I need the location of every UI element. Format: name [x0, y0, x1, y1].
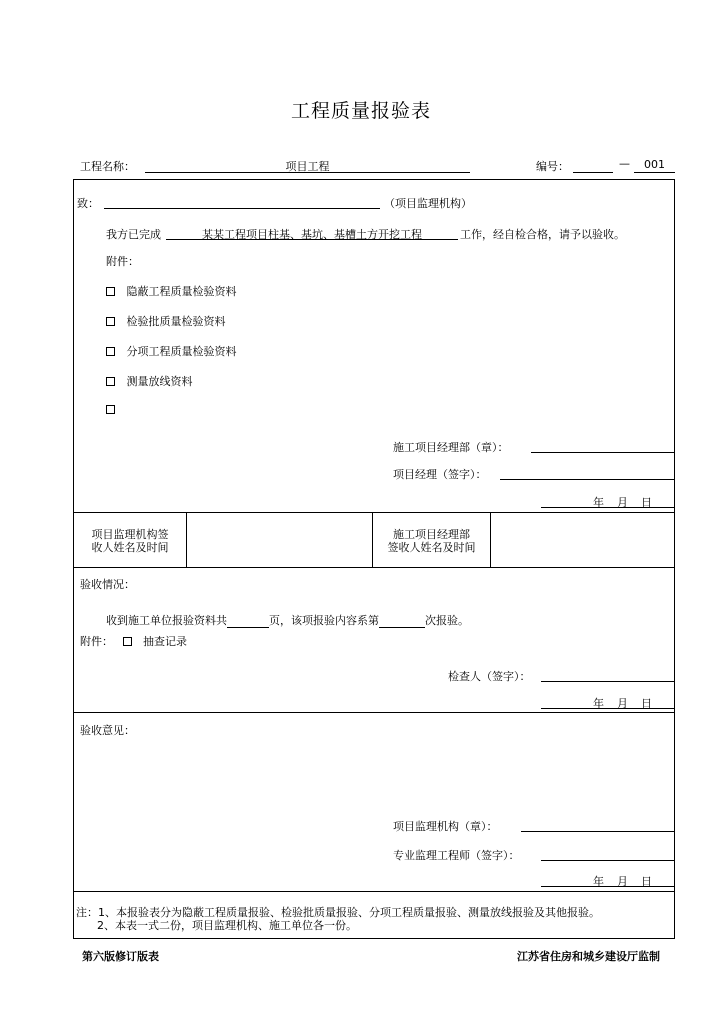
to-underline[interactable] [104, 208, 380, 209]
date-month: 月 [617, 875, 628, 888]
date-month: 月 [617, 697, 628, 710]
dept-seal-label: 施工项目经理部（章）： [393, 441, 509, 454]
number-value: 001 [644, 158, 665, 171]
contractor-receipt-label [373, 528, 490, 554]
date-year: 年 [593, 496, 604, 509]
attachments-label: 附件： [106, 255, 139, 268]
engineer-sign-label: 专业监理工程师（签字）： [393, 849, 520, 862]
completed-suffix: 工作，经自检合格，请予以验收。 [460, 228, 625, 241]
spot-check-label: 抽查记录 [143, 635, 187, 648]
received-suffix: 次报验。 [425, 614, 469, 627]
received-prefix: 收到施工单位报验资料共 [106, 614, 227, 627]
note-line-2: 2、本表一式二份，项目监理机构、施工单位各一份。 [97, 919, 357, 932]
divider-receipt-bottom [73, 567, 675, 568]
number-underline-2 [634, 172, 675, 173]
note-line-1: 注：1、本报验表分为隐蔽工程质量报验、检验批质量报验、分项工程质量报验、测量放线报验及其他报验。 [76, 906, 600, 919]
to-label: 致： [77, 197, 99, 210]
date-day: 日 [641, 496, 652, 509]
date-underline [541, 708, 674, 709]
attachment-label: 测量放线资料 [126, 375, 193, 388]
acceptance-attachments-label: 附件： [80, 635, 113, 648]
date-underline [541, 507, 674, 508]
number-label: 编号： [536, 160, 569, 173]
footer-issuer: 江苏省住房和城乡建设厅监制 [517, 950, 660, 963]
checkbox[interactable] [106, 317, 115, 326]
checkbox[interactable] [106, 287, 115, 296]
pages-field[interactable] [227, 614, 269, 628]
number-dash: — [619, 157, 630, 170]
supervisor-receipt-label-line2: 收人姓名及时间 [91, 541, 169, 554]
received-line [106, 612, 469, 628]
opinion-text-area[interactable] [80, 740, 670, 810]
attachment-item[interactable] [106, 343, 237, 359]
manager-sign-label: 项目经理（签字）： [393, 468, 487, 481]
attachment-label: 分项工程质量检验资料 [126, 345, 237, 358]
project-name-label: 工程名称： [80, 160, 135, 173]
number-underline-1 [573, 172, 613, 173]
manager-sign-underline[interactable] [500, 479, 674, 480]
supervision-seal-label: 项目监理机构（章）： [393, 820, 498, 833]
supervisor-receipt-label-line1: 项目监理机构签 [91, 528, 169, 541]
date-underline [541, 886, 674, 887]
acceptance-label: 验收情况： [80, 578, 135, 591]
form-title: 工程质量报验表 [290, 100, 431, 122]
attachment-label: 检验批质量检验资料 [126, 315, 226, 328]
opinion-label: 验收意见： [80, 724, 135, 737]
supervisor-receipt-field[interactable] [187, 513, 372, 567]
divider-acceptance-bottom [73, 712, 675, 713]
attachment-item[interactable] [106, 313, 226, 329]
inspector-sign-label: 检查人（签字）： [448, 670, 531, 683]
divider-opinion-bottom [73, 891, 675, 892]
checkbox[interactable] [106, 377, 115, 386]
attachment-label: 隐蔽工程质量检验资料 [126, 285, 237, 298]
date-month: 月 [617, 496, 628, 509]
inspector-sign-underline[interactable] [541, 681, 674, 682]
completed-prefix: 我方已完成 [106, 228, 161, 241]
contractor-receipt-label-line2: 签收人姓名及时间 [387, 541, 476, 554]
supervision-seal-underline[interactable] [521, 831, 674, 832]
contractor-receipt-label-line1: 施工项目经理部 [393, 528, 470, 541]
date-day: 日 [641, 697, 652, 710]
date-year: 年 [593, 875, 604, 888]
checkbox[interactable] [106, 405, 115, 414]
attachment-item[interactable] [106, 403, 123, 416]
supervisor-receipt-label [74, 528, 186, 554]
engineer-sign-underline[interactable] [541, 860, 674, 861]
contractor-receipt-field[interactable] [491, 513, 674, 567]
attachment-item[interactable] [106, 373, 193, 389]
project-name-value: 项目工程 [285, 160, 330, 173]
checkbox[interactable] [123, 637, 132, 646]
footer-edition: 第六版修订版表 [82, 950, 159, 963]
received-mid: 页，该项报验内容系第 [269, 614, 379, 627]
date-day: 日 [641, 875, 652, 888]
dept-seal-underline[interactable] [531, 452, 674, 453]
times-field[interactable] [379, 614, 425, 628]
date-year: 年 [593, 697, 604, 710]
to-suffix: （项目监理机构） [384, 197, 472, 210]
work-item-value: 某某工程项目柱基、基坑、基槽土方开挖工程 [202, 228, 422, 241]
attachment-item[interactable] [106, 283, 237, 299]
checkbox[interactable] [106, 347, 115, 356]
acceptance-attachment [80, 633, 187, 649]
